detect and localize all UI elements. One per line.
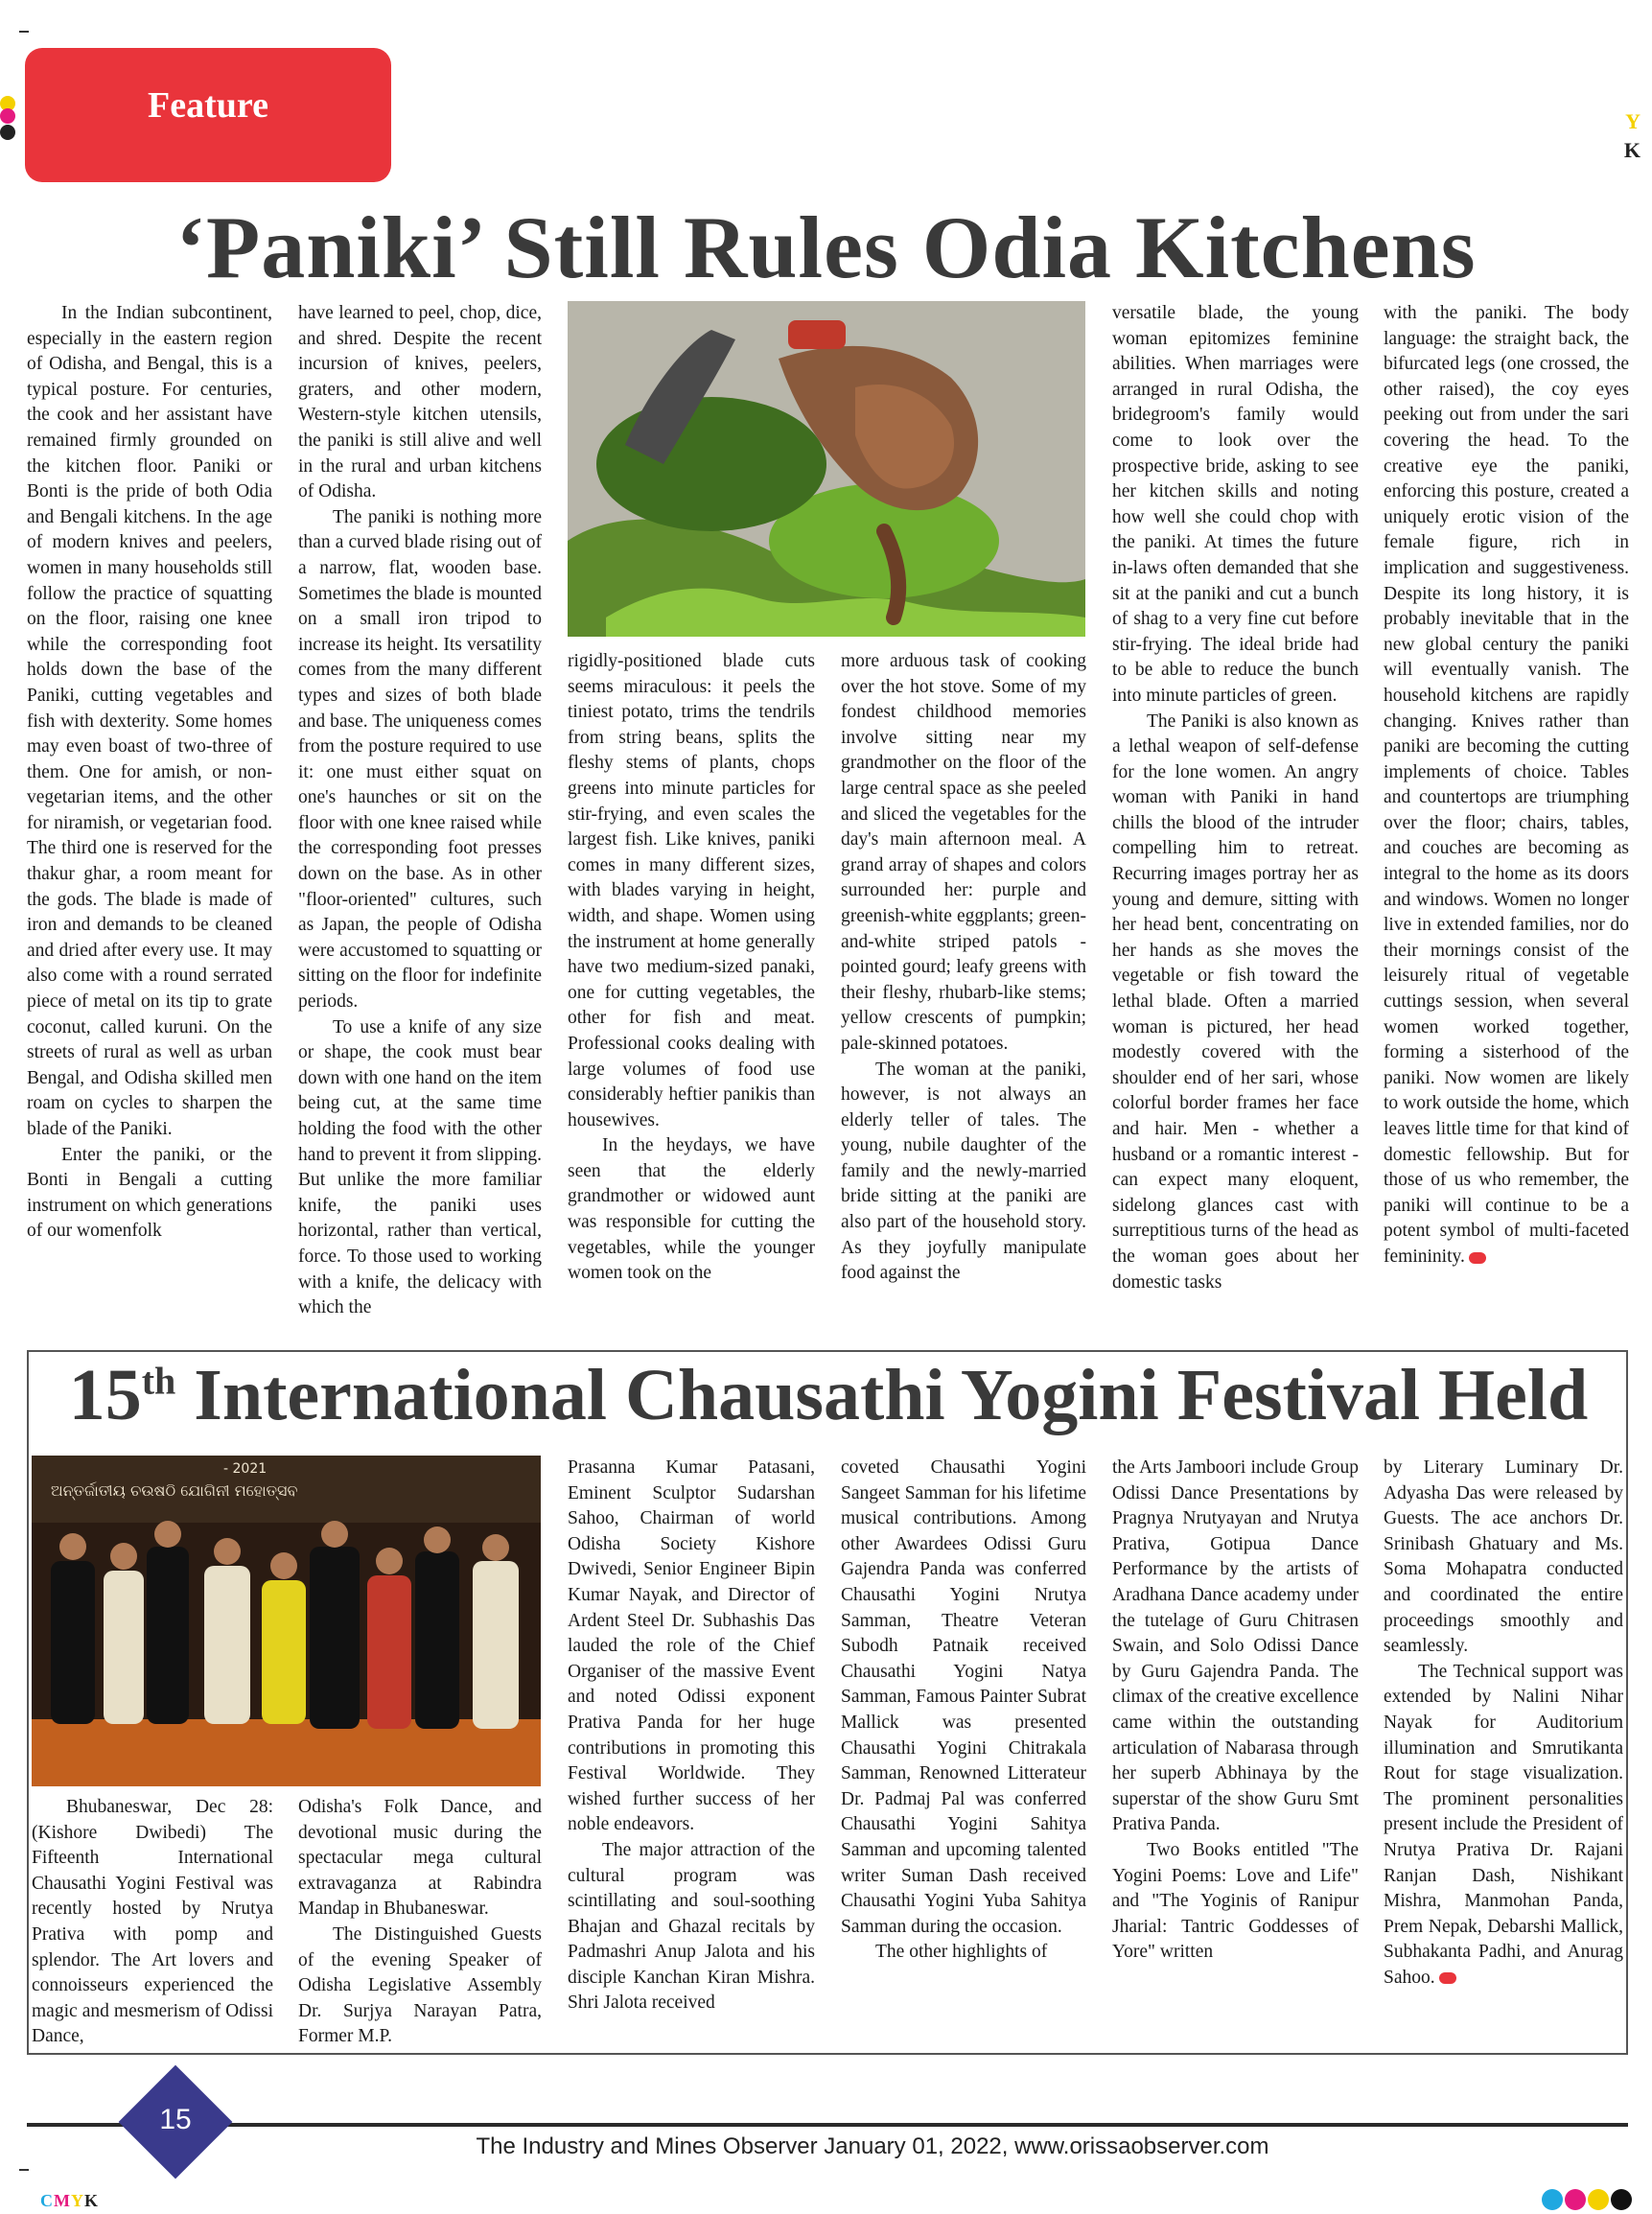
paragraph: To use a knife of any size or shape, the cook must bear down with one hand on the item being cut, at the same time holding the food with the other hand to prevent it from slipping. But unlike the more familiar knife, the paniki uses horizontal, rather than vertical, force. To those used to working with a knife, the delicacy with which the — [298, 1016, 542, 1318]
paragraph-text: The Technical support was extended by Nalini Nihar Nayak for Auditorium illumination and Smrutikanta Rout for stage visualization. The prominent personalities present include the President of Nrutya Prativa Dr. Rajani Ranjan Dash, Nishikant Mishra, Manmohan Panda, Prem Nepak, Debarshi Mallick, Subhakanta Padhi, and Anurag Sahoo. — [1384, 1661, 1623, 1988]
paragraph: Enter the paniki, or the Bonti in Bengali a cutting instrument on which generations of our womenfolk — [27, 1144, 272, 1242]
article-end-icon — [1469, 1252, 1486, 1264]
black-dot-icon — [0, 125, 15, 140]
cmyk-m: M — [54, 2191, 71, 2210]
paragraph — [1384, 301, 1629, 1270]
article1-column-6 — [1384, 301, 1629, 1270]
cmyk-y: Y — [71, 2191, 84, 2210]
paragraph: The paniki is nothing more than a curved blade rising out of a narrow, flat, wooden base. Sometimes the blade is mounted on a small iron tripod to increase its height. Its versatility comes from the many different types and sizes of both blade and base. The uniqueness comes from the posture required to use it: one must either squat on one's haunches or sit on the floor with one knee raised while the corresponding foot presses down on the base. As in other "floor-oriented" cultures, such as Japan, the people of Odisha were accustomed to squatting or sitting on the floor for indefinite periods. — [298, 506, 542, 1013]
yellow-dot-icon — [1588, 2189, 1609, 2210]
photo-banner-text: ଅନ୍ତର୍ଜାତୀୟ ଚଉଷଠି ଯୋଗିନୀ ମହୋତ୍ସବ — [51, 1481, 298, 1500]
paragraph: coveted Chausathi Yogini Sangeet Samman for his lifetime musical contributions. Among other Awardees Odissi Guru Gajendra Panda was conferred Chausathi Yogini Nrutya Samman, Theatre Veteran Subodh Patnaik received Chausathi Yogini Natya Samman, Famous Painter Subrat Mallick was presented Chausathi Yogini Chitrakala Samman, Renowned Litterateur Dr. Padmaj Pal was conferred Chausathi Yogini Sahitya Samman and upcoming talented writer Suman Dash received Chausathi Yogini Yuba Sahitya Samman during the occasion. — [841, 1457, 1086, 1937]
section-label — [25, 48, 391, 182]
paragraph: The other highlights of — [875, 1942, 1048, 1963]
color-registration-marks — [1624, 107, 1640, 165]
cmyk-c: C — [40, 2191, 54, 2210]
article1-headline: ‘Paniki’ Still Rules Odia Kitchens — [175, 198, 1477, 296]
article2-column-6 — [1384, 1456, 1623, 1991]
cmyk-label — [40, 2191, 99, 2211]
paragraph: Odisha's Folk Dance, and devotional music during the spectacular mega cultural extravaganza at Rabindra Mandap in Bhubaneswar. — [298, 1797, 542, 1920]
crop-mark — [19, 2169, 29, 2171]
paragraph: Prasanna Kumar Patasani, Eminent Sculptor Sudarshan Sahoo, Chairman of world Odisha Society Kishore Dwivedi, Senior Engineer Bipin Kumar Nayak, and Director of Ardent Steel Dr. Subhashis Das lauded the role of the Chief Organiser of the massive Event and noted Odissi exponent Prativa Panda for her huge contributions in promoting this Festival Worldwide. They wished further success of her noble endeavors. — [568, 1457, 815, 1835]
paragraph: versatile blade, the young woman epitomizes feminine abilities. When marriages were arranged in rural Odisha, the bridegroom's family would come to look over the prospective bride, asking to see her kitchen skills and noting how well she could chop with the paniki. At times the future in-laws often demanded that she sit at the paniki and cut a bunch of shag to a very fine cut before stir-frying. The ideal bride had to be able to reduce the bunch into minute particles of green. — [1112, 303, 1359, 706]
paragraph: the Arts Jamboori include Group Odissi Dance Presentations by Pragnya Nrutyayan and Nrutya Prativa, Gotipua Dance Performance by the artists of Aradhana Dance academy under the tutelage of Guru Chitrasen Swain, and Solo Odissi Dance by Guru Gajendra Panda. The climax of the creative excellence came within the outstanding articulation of Nabarasa through her superb Abhinaya by the superstar of the show Guru Smt Prativa Panda. — [1112, 1457, 1359, 1835]
festival-photo — [32, 1456, 541, 1786]
festival-photo-illustration — [32, 1456, 541, 1786]
article2-headline — [31, 1354, 1626, 1437]
paragraph: Two Books entitled "The Yogini Poems: Love and Life" and "The Yoginis of Ranipur Jharial: Tantric Goddesses of Yore" written — [1112, 1839, 1359, 1963]
article1-column-4 — [841, 649, 1086, 1287]
article2-column-2 — [298, 1795, 542, 2050]
paragraph: more arduous task of cooking over the hot stove. Some of my fondest childhood memories involve sitting near my grandmother on the floor of the large central space as she peeled and sliced the vegetables for the day's main afternoon meal. A grand array of shapes and colors surrounded her: purple and greenish-white eggplants; green-and-white striped patols - pointed gourd; leafy greens with their fleshy, rhubarb-like stems; yellow crescents of pumpkin; pale-skinned potatoes. — [841, 651, 1086, 1054]
article2-column-4 — [841, 1456, 1086, 1966]
black-mark: K — [1623, 138, 1640, 162]
article1-column-5 — [1112, 301, 1359, 1295]
paragraph: The Distinguished Guests of the evening Speaker of Odisha Legislative Assembly Dr. Surjya Narayan Patra, Former M.P. — [298, 1923, 542, 2047]
section-label-text: Feature — [148, 85, 268, 126]
paragraph: The major attraction of the cultural program was scintillating and soul-soothing Bhajan and Ghazal recitals by Padmashri Anup Jalota and his disciple Kanchan Kiran Mishra. Shri Jalota received — [568, 1839, 815, 2014]
cmyk-k: K — [84, 2191, 100, 2210]
paragraph: Bhubaneswar, Dec 28: (Kishore Dwibedi) The Fifteenth International Chausathi Yogini Festival was recently hosted by Nrutya Prativa with pomp and splendor. The Art lovers and connoisseurs experienced the magic and mesmerism of Odissi Dance, — [32, 1797, 273, 2047]
headline-superscript: th — [141, 1359, 176, 1403]
article2-column-3 — [568, 1456, 815, 2016]
paragraph-text: with the paniki. The body language: the straight back, the bifurcated legs (one crossed, the other raised), the coy eyes peeking out from under the sari covering the head. To the creative eye the paniki, enforcing this posture, created a uniquely erotic vision of the female figure, rich in implication and suggestiveness. Despite its long history, it is probably inevitable that in the new global century the paniki will eventually vanish. The household kitchens are rapidly changing. Knives rather than paniki are becoming the cutting implements of choice. Tables and countertops are triumphing over the floor; chairs, tables, and couches are becoming as integral to the home as its doors and windows. Women no longer live in extended families, nor do their mornings consist of the leisurely ritual of vegetable cuttings session, when several women worked together, forming a sisterhood of the paniki. Now women are likely to work outside the home, which leaves little time for that kind of domestic fellowship. But for those of us who remember, the paniki will continue to be a potent symbol of multi-faceted femininity. — [1384, 303, 1629, 1267]
yellow-mark: Y — [1625, 109, 1640, 133]
paragraph: have learned to peel, chop, dice, and shred. Despite the recent incursion of knives, peelers, graters, and other modern, Western-style kitchen utensils, the paniki is still alive and well in the rural and urban kitchens of Odisha. — [298, 303, 542, 502]
paragraph: The woman at the paniki, however, is not always an elderly teller of tales. The young, nubile daughter of the family and the newly-married bride sitting at the paniki are also part of the household story. As they joyfully manipulate food against the — [841, 1059, 1086, 1284]
paniki-photo-illustration — [568, 301, 1085, 637]
paragraph: In the heydays, we have seen that the elderly grandmother or widowed aunt was responsible for cutting the vegetables, while the younger women took on the — [568, 1135, 815, 1284]
paragraph — [1384, 1660, 1623, 1992]
article-end-icon — [1439, 1972, 1456, 1984]
black-dot-icon — [1611, 2189, 1632, 2210]
footer-rule — [27, 2123, 1628, 2127]
crop-mark — [19, 31, 29, 33]
paragraph: The Paniki is also known as a lethal weapon of self-defense for the lone women. An angry woman with Paniki in hand chills the blood of the intruder compelling him to retreat. Recurring images portray her as young and demure, sitting with her head bent, concentrating on her hands as she moves the vegetable or fish toward the lethal blade. Often a married woman is pictured, her head modestly covered with the shoulder end of her sari, whose colorful border frames her face and hair. Men - whether a husband or a romantic interest - can expect many eloquent, sidelong glances cast with surreptitious turns of the head as the woman goes about her domestic tasks — [1112, 711, 1359, 1293]
paragraph: by Literary Luminary Dr. Adyasha Das were released by Guests. The ace anchors Dr. Srinibash Ghatuary and Ms. Soma Mohapatra conducted and coordinated the entire proceedings smoothly and seamlessly. — [1384, 1457, 1623, 1657]
article2-column-5 — [1112, 1456, 1359, 1966]
paniki-photo — [568, 301, 1085, 637]
page-number: 15 — [159, 2104, 192, 2135]
paragraph: In the Indian subcontinent, especially in the eastern region of Odisha, and Bengal, this is a typical posture. For centuries, the cook and her assistant have remained firmly grounded on the kitchen floor. Paniki or Bonti is the pride of both Odia and Bengali kitchens. In the age of modern knives and peelers, women in many households still follow the practice of squatting on the floor, raising one knee while the corresponding foot holds down the base of the Paniki, cutting vegetables and fish with dexterity. Some homes may even boast of two-three of them. One for amish, or non-vegetarian items, and the other for niramish, or vegetarian food. The third one is reserved for the thakur ghar, a room meant for the gods. The blade is made of iron and demands to be cleaned and dried after every use. It may also come with a round serrated piece of metal on its tip to grate coconut, called kuruni. On the streets of rural as well as urban Bengal, and Odisha skilled men roam on cycles to sharpen the blade of the Paniki. — [27, 303, 272, 1139]
article1-column-3 — [568, 649, 815, 1287]
footer-text: The Industry and Mines Observer January 01, 2022, www.orissaobserver.com — [476, 2133, 1269, 2159]
headline-text: International Chausathi Yogini Festival Held — [175, 1355, 1589, 1435]
paragraph: rigidly-positioned blade cuts seems miraculous: it peels the tiniest potato, trims the tendrils from string beans, splits the fleshy stems of plants, chops greens into minute particles for stir-frying, and even scales the largest fish. Like knives, paniki comes in many different sizes, with blades varying in height, width, and shape. Women using the instrument at home generally have two medium-sized panaki, one for cutting vegetables, the other for fish and meat. Professional cooks dealing with large volumes of food use considerably heftier panikis than housewives. — [568, 651, 815, 1130]
article1-column-2 — [298, 301, 542, 1321]
headline-number: 15 — [68, 1355, 142, 1435]
magenta-dot-icon — [1565, 2189, 1586, 2210]
photo-banner-year: - 2021 — [223, 1461, 268, 1477]
article1-column-1 — [27, 301, 272, 1245]
magenta-dot-icon — [0, 108, 15, 124]
article2-column-1 — [32, 1795, 273, 2050]
cyan-dot-icon — [1542, 2189, 1563, 2210]
